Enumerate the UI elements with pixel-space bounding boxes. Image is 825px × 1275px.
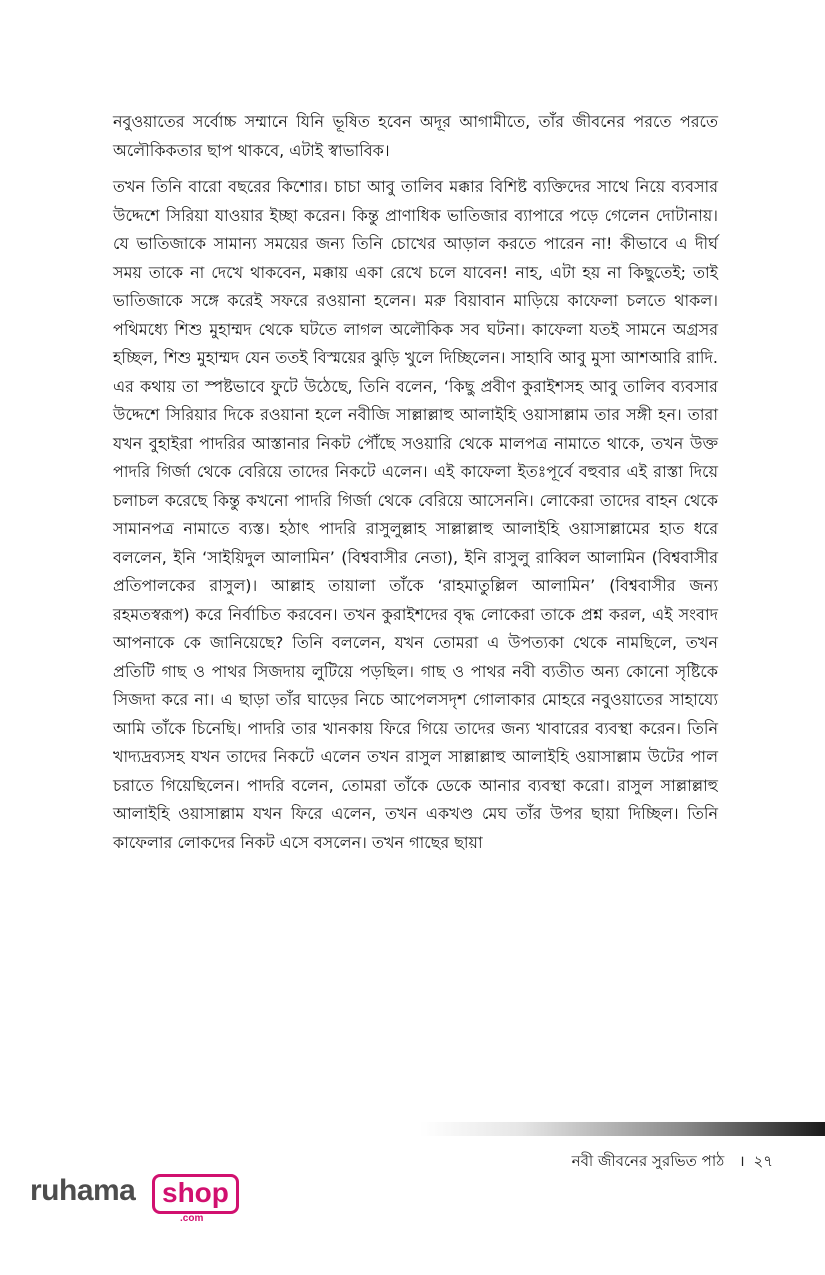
logo-text-domain: .com xyxy=(180,1213,204,1224)
page-number: ২৭ xyxy=(753,1152,773,1170)
page-footer xyxy=(572,1150,773,1175)
logo-text-shop: shop xyxy=(152,1174,239,1214)
logo-text-ruhama: ruhama xyxy=(30,1174,136,1207)
footer-gradient-bar xyxy=(420,1122,825,1136)
page-body xyxy=(113,108,718,857)
body-paragraph-intro: নবুওয়াতের সর্বোচ্চ সম্মানে যিনি ভূষিত হবেন অদূর আগামীতে, তাঁর জীবনের পরতে পরতে অলৌকিকতার ছাপ থাকবে, এটাই স্বাভাবিক। xyxy=(113,112,718,160)
footer-book-title: নবী জীবনের সুরভিত পাঠ xyxy=(571,1152,725,1170)
footer-separator: । xyxy=(739,1152,745,1170)
body-paragraph-main: তখন তিনি বারো বছরের কিশোর। চাচা আবু তালিব মক্কার বিশিষ্ট ব্যক্তিদের সাথে নিয়ে ব্যবসার উদ্দেশে সিরিয়া যাওয়ার ইচ্ছা করেন। কিন্তু প্রাণাধিক ভাতিজার ব্যাপারে পড়ে গেলেন দোটানায়। যে ভাতিজাকে সামান্য সময়ের জন্য তিনি চোখের আড়াল করতে পারেন না! কীভাবে এ দীর্ঘ সময় তাকে না দেখে থাকবেন, মক্কায় একা রেখে চলে যাবেন! নাহ, এটা হয় না কিছুতেই; তাই ভাতিজাকে সঙ্গে করেই সফরে রওয়ানা হলেন। মরু বিয়াবান মাড়িয়ে কাফেলা চলতে থাকল। পথিমধ্যে শিশু মুহাম্মদ থেকে ঘটতে লাগল অলৌকিক সব ঘটনা। কাফেলা যতই সামনে অগ্রসর হচ্ছিল, শিশু মুহাম্মদ যেন ততই বিস্ময়ের ঝুড়ি খুলে দিচ্ছিলেন। সাহাবি আবু মুসা আশআরি রাদি. এর কথায় তা স্পষ্টভাবে ফুটে উঠেছে, তিনি বলেন, ‘কিছু প্রবীণ কুরাইশসহ আবু তালিব ব্যবসার উদ্দেশে সিরিয়ার দিকে রওয়ানা হলে নবীজি সাল্লাল্লাহু আলাইহি ওয়াসাল্লাম তার সঙ্গী হন। তারা যখন বুহাইরা পাদরির আস্তানার নিকট পৌঁছে সওয়ারি থেকে মালপত্র নামাতে থাকে, তখন উক্ত পাদরি গির্জা থেকে বেরিয়ে তাদের নিকটে এলেন। এই কাফেলা ইতঃপূর্বে বহুবার এই রাস্তা দিয়ে চলাচল করেছে কিন্তু কখনো পাদরি গির্জা থেকে বেরিয়ে আসেননি। লোকেরা তাদের বাহন থেকে সামানপত্র নামাতে ব্যস্ত। হঠাৎ পাদরি রাসুলুল্লাহ সাল্লাল্লাহু আলাইহি ওয়াসাল্লামের হাত ধরে বললেন, ইনি ‘সাইয়িদুল আলামিন’ (বিশ্ববাসীর নেতা), ইনি রাসুলু রাব্বিল আলামিন (বিশ্ববাসীর প্রতিপালকের রাসুল)। আল্লাহ তায়ালা তাঁকে ‘রাহমাতুল্লিল আলামিন’ (বিশ্ববাসীর জন্য রহমতস্বরূপ) করে নির্বাচিত করবেন। তখন কুরাইশদের বৃদ্ধ লোকেরা তাকে প্রশ্ন করল, এই সংবাদ আপনাকে কে জানিয়েছে? তিনি বললেন, যখন তোমরা এ উপত্যকা থেকে নামছিলে, তখন প্রতিটি গাছ ও পাথর সিজদায় লুটিয়ে পড়ছিল। গাছ ও পাথর নবী ব্যতীত অন্য কোনো সৃষ্টিকে সিজদা করে না। এ ছাড়া তাঁর ঘাড়ের নিচে আপেলসদৃশ গোলাকার মোহরে নবুওয়াতের সাহায্যে আমি তাঁকে চিনেছি। পাদরি তার খানকায় ফিরে গিয়ে তাদের জন্য খাবারের ব্যবস্থা করেন। তিনি খাদ্যদ্রব্যসহ যখন তাদের নিকটে এলেন তখন রাসুল সাল্লাল্লাহু আলাইহি ওয়াসাল্লাম উটের পাল চরাতে গিয়েছিলেন। পাদরি বলেন, তোমরা তাঁকে ডেকে আনার ব্যবস্থা করো। রাসুল সাল্লাল্লাহু আলাইহি ওয়াসাল্লাম যখন ফিরে এলেন, তখন একখণ্ড মেঘ তাঁর উপর ছায়া দিচ্ছিল। তিনি কাফেলার লোকদের নিকট এসে বসলেন। তখন গাছের ছায়া xyxy=(113,177,718,852)
ruhamashop-logo xyxy=(30,1174,230,1230)
